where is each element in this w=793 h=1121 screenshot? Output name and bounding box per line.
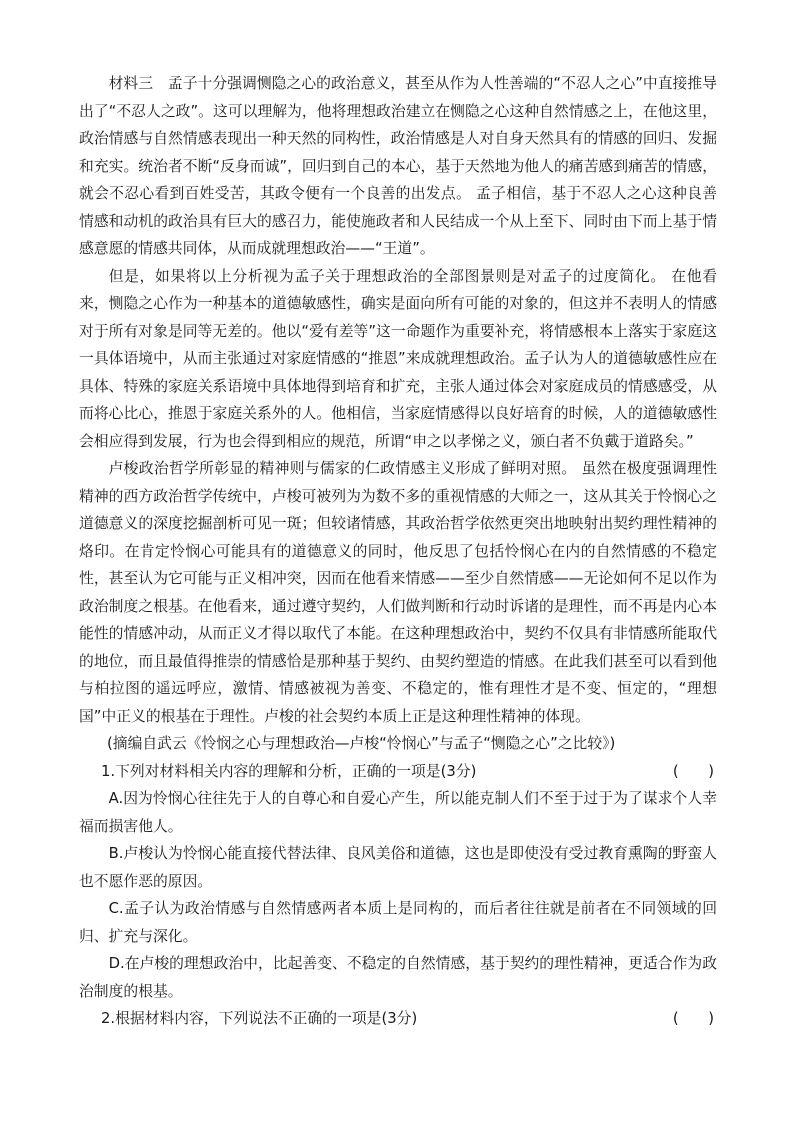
option-d: D.在卢梭的理想政治中，比起善变、不稳定的自然情感，基于契约的理性精神，更适合作为政治制度的根基。	[79, 955, 717, 1000]
paragraph-mencius-family: 但是，如果将以上分析视为孟子关于理想政治的全部图景则是对孟子的过度简化。 在他看来，恻隐之心作为一种基本的道德敏感性，确实是面向所有可能的对象的，但这并不表明人的情感对于所有对象是同等无差的。他以“爱有差等”这一命题作为重要补充，将情感根本上落实于家庭这一具体语境中，从而主张通过对家庭情感的“推恩”来成就理想政治。孟子认为人的道德敏感性应在具体、特殊的家庭关系语境中具体地得到培育和扩充，主张人通过体会对家庭成员的情感感受，从而将心比心，推恩于家庭关系外的人。他相信，当家庭情感得以良好培育的时候，人的道德敏感性会相应得到发展，行为也会得到相应的规范，所谓“申之以孝悌之义，颁白者不负戴于道路矣。”	[79, 267, 717, 450]
source-citation: (摘编自武云《怜悯之心与理想政治—卢梭“怜悯心”与孟子“恻隐之心”之比较》)	[107, 735, 616, 752]
answer-bracket-2: ( )	[672, 1010, 714, 1027]
question-1-stem: 1.下列对材料相关内容的理解和分析，正确的一项是(3分)	[101, 762, 477, 780]
paragraph-rousseau: 卢梭政治哲学所彰显的精神则与儒家的仁政情感主义形成了鲜明对照。 虽然在极度强调理性精神的西方政治哲学传统中，卢梭可被列为为数不多的重视情感的大师之一，这从其关于怜悯心之道德意义的深度挖掘剖析可见一斑；但较诸情感，其政治哲学依然更突出地映射出契约理性精神的烙印。在肯定怜悯心可能具有的道德意义的同时，他反思了包括怜悯心在内的自然情感的不稳定性，甚至认为它可能与正义相冲突，因而在他看来情感——至少自然情感——无论如何不足以作为政治制度之根基。在他看来，通过遵守契约，人们做判断和行动时诉诸的是理性，而不再是内心本能性的情感冲动，从而正义才得以取代了本能。在这种理想政治中，契约不仅具有非情感所能取代的地位，而且最值得推崇的情感恰是那种基于契约、由契约塑造的情感。在此我们甚至可以看到他与柏拉图的遥远呼应，激情、情感被视为善变、不稳定的，惟有理性才是不变、恒定的，“理想国”中正义的根基在于理性。卢梭的社会契约本质上正是这种理性精神的体现。	[79, 460, 717, 725]
option-b: B.卢梭认为怜悯心能直接代替法律、良风美俗和道德，这也是即使没有受过教育熏陶的野蛮人也不愿作恶的原因。	[79, 845, 717, 890]
question-2-stem: 2.根据材料内容，下列说法不正确的一项是(3分)	[101, 1010, 418, 1027]
document-body	[79, 70, 717, 1033]
option-a: A.因为怜悯心往往先于人的自尊心和自爱心产生，所以能克制人们不至于过于为了谋求个人幸福而损害他人。	[79, 790, 717, 835]
question-2	[79, 1005, 717, 1033]
option-c: C.孟子认为政治情感与自然情感两者本质上是同构的，而后者往往就是前者在不同领域的回归、扩充与深化。	[79, 900, 717, 945]
answer-bracket-1: ( )	[672, 762, 714, 780]
paragraph-material-3: 材料三 孟子十分强调恻隐之心的政治意义，甚至从作为人性善端的“不忍人之心”中直接推导出了“不忍人之政”。这可以理解为，他将理想政治建立在恻隐之心这种自然情感之上，在他这里，政治情感与自然情感表现出一种天然的同构性，政治情感是人对自身天然具有的情感的回归、发掘和充实。统治者不断“反身而诚”，回归到自己的本心，基于天然地为他人的痛苦感到痛苦的情感，就会不忍心看到百姓受苦，其政令便有一个良善的出发点。 孟子相信，基于不忍人之心这种良善情感和动机的政治具有巨大的感召力，能使施政者和人民结成一个从上至下、同时由下而上基于情感意愿的情感共同体，从而成就理想政治——“王道”。	[79, 75, 717, 257]
question-1	[79, 758, 717, 1006]
